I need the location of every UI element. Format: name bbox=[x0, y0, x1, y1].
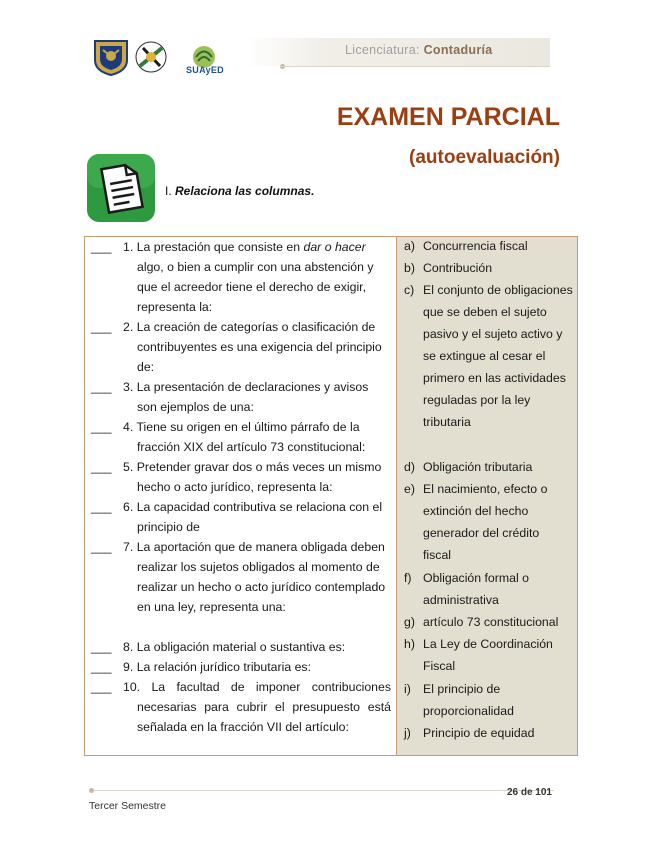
question-item bbox=[91, 537, 391, 617]
option-text: Concurrencia fiscal bbox=[423, 239, 528, 253]
footer-divider bbox=[94, 790, 554, 791]
question-number: 1. bbox=[123, 240, 134, 254]
option-item bbox=[404, 257, 574, 279]
option-text: Principio de equidad bbox=[423, 726, 535, 740]
question-item bbox=[91, 457, 391, 497]
answer-blank[interactable]: ___ bbox=[91, 640, 112, 654]
question-item bbox=[91, 317, 391, 377]
header-logos bbox=[92, 38, 242, 80]
question-number: 6. bbox=[123, 500, 134, 514]
option-text: La Ley de Coordinación Fiscal bbox=[423, 637, 553, 673]
question-text: La relación jurídico tributaria es: bbox=[136, 660, 311, 674]
question-item bbox=[91, 237, 391, 317]
header-divider bbox=[280, 66, 550, 67]
option-label: d) bbox=[404, 460, 415, 474]
suayed-label: SUAyED bbox=[186, 65, 224, 75]
instruction-text: Relaciona las columnas. bbox=[175, 184, 315, 198]
question-text: La presentación de declaraciones y avisos son ejemplos de una: bbox=[136, 380, 369, 414]
program-name: Contaduría bbox=[423, 43, 493, 57]
option-item bbox=[404, 722, 574, 744]
question-item bbox=[91, 497, 391, 537]
option-label: i) bbox=[404, 682, 411, 696]
question-item bbox=[91, 657, 391, 677]
fca-emblem-icon bbox=[134, 40, 168, 74]
question-text: La creación de categorías o clasificación de contribuyentes es una exigencia del principio de: bbox=[136, 320, 382, 374]
question-text: La aportación que de manera obligada deben realizar los sujetos obligados al momento de realizar un hecho o acto jurídico contemplado en una ley, representa una: bbox=[136, 540, 386, 614]
question-item bbox=[91, 377, 391, 417]
question-number: 5. bbox=[123, 460, 134, 474]
option-item bbox=[404, 633, 574, 677]
instruction-number: I. bbox=[165, 184, 172, 198]
question-text: La prestación que consiste en dar o hacer algo, o bien a cumplir con una abstención y que el acreedor tiene el derecho de exigir, representa la: bbox=[136, 240, 374, 314]
option-item bbox=[404, 678, 574, 722]
option-label: e) bbox=[404, 482, 415, 496]
answer-blank[interactable]: ___ bbox=[91, 320, 112, 334]
question-item bbox=[91, 637, 391, 657]
option-label: a) bbox=[404, 239, 415, 253]
page-subtitle: (autoevaluación) bbox=[409, 147, 560, 168]
question-text: Tiene su origen en el último párrafo de la fracción XIX del artículo 73 constitucional: bbox=[136, 420, 366, 454]
option-item bbox=[404, 478, 574, 566]
answer-blank[interactable]: ___ bbox=[91, 660, 112, 674]
option-text: artículo 73 constitucional bbox=[423, 615, 559, 629]
answer-blank[interactable]: ___ bbox=[91, 460, 112, 474]
options-column bbox=[396, 237, 577, 755]
page-title: EXAMEN PARCIAL bbox=[336, 103, 560, 131]
option-item bbox=[404, 567, 574, 611]
question-text: La facultad de imponer contribuciones necesarias para cubrir el presupuesto está señalada en la fracción VII del artículo: bbox=[137, 680, 392, 734]
option-text: El principio de proporcionalidad bbox=[423, 682, 514, 718]
option-item bbox=[404, 611, 574, 633]
document-icon bbox=[85, 152, 157, 224]
option-item bbox=[404, 456, 574, 478]
page-number: 26 de 101 bbox=[506, 787, 552, 798]
answer-blank[interactable]: ___ bbox=[91, 420, 112, 434]
option-item bbox=[404, 279, 574, 433]
option-text: El nacimiento, efecto o extinción del hecho generador del crédito fiscal bbox=[423, 482, 548, 562]
program-label: Licenciatura: bbox=[345, 43, 420, 57]
question-number: 4. bbox=[123, 420, 134, 434]
question-text: La obligación material o sustantiva es: bbox=[136, 640, 346, 654]
unam-shield-icon bbox=[92, 38, 130, 76]
question-number: 3. bbox=[123, 380, 134, 394]
option-label: b) bbox=[404, 261, 415, 275]
matching-table bbox=[84, 236, 578, 756]
option-text: Obligación tributaria bbox=[423, 460, 533, 474]
answer-blank[interactable]: ___ bbox=[91, 380, 112, 394]
option-label: c) bbox=[404, 283, 415, 297]
question-text: Pretender gravar dos o más veces un mismo hecho o acto jurídico, representa la: bbox=[136, 460, 382, 494]
question-number: 7. bbox=[123, 540, 134, 554]
question-number: 2. bbox=[123, 320, 134, 334]
answer-blank[interactable]: ___ bbox=[91, 240, 112, 254]
option-item bbox=[404, 235, 574, 257]
questions-column bbox=[85, 237, 396, 755]
option-text: Contribución bbox=[423, 261, 493, 275]
option-label: h) bbox=[404, 637, 415, 651]
option-text: El conjunto de obligaciones que se deben el sujeto pasivo y el sujeto activo y se extingue al cesar el primero en las actividades reguladas por la ley tributaria bbox=[423, 283, 573, 429]
question-item bbox=[91, 417, 391, 457]
question-number: 8. bbox=[123, 640, 134, 654]
option-text: Obligación formal o administrativa bbox=[423, 571, 529, 607]
program-heading bbox=[345, 43, 493, 57]
option-label: f) bbox=[404, 571, 412, 585]
question-number: 9. bbox=[123, 660, 134, 674]
answer-blank[interactable]: ___ bbox=[91, 680, 112, 694]
answer-blank[interactable]: ___ bbox=[91, 500, 112, 514]
semester-label: Tercer Semestre bbox=[89, 800, 167, 812]
question-text: La capacidad contributiva se relaciona con el principio de bbox=[136, 500, 383, 534]
question-item bbox=[91, 677, 391, 737]
option-label: j) bbox=[404, 726, 411, 740]
instruction bbox=[165, 184, 314, 198]
answer-blank[interactable]: ___ bbox=[91, 540, 112, 554]
question-number: 10. bbox=[123, 680, 141, 694]
option-label: g) bbox=[404, 615, 415, 629]
